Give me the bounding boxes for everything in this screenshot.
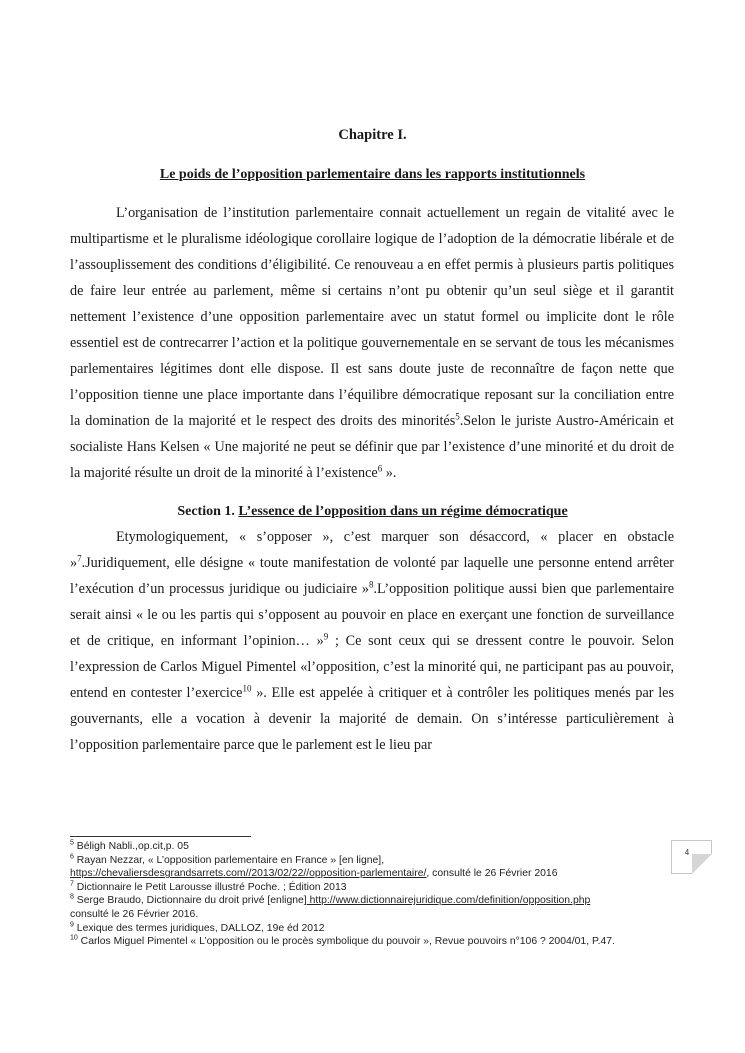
footnote-9 xyxy=(70,922,690,936)
paragraph-text: Etymologiquement, « s’opposer », c’est marquer son désaccord, « placer en obstacle » xyxy=(70,529,674,571)
footnote-link[interactable]: http://www.dictionnairejuridique.com/definition/opposition.php xyxy=(306,895,591,907)
paragraph-text: .L’opposition politique aussi bien que parlementaire serait ainsi « le ou les partis qui s’opposent au pouvoir en place en exerçant une fonction de surveillance et de critique, en informant l’opinion… » xyxy=(70,581,674,649)
page-curl-icon xyxy=(692,854,712,874)
footnote-ref-5[interactable]: 5 xyxy=(455,411,460,422)
footnote-10 xyxy=(70,935,690,949)
footnote-number: 5 xyxy=(70,839,74,847)
footnote-8-cont xyxy=(70,908,690,922)
footnote-number: 6 xyxy=(70,853,74,861)
footnote-number: 7 xyxy=(70,880,74,888)
paragraph-text: ; Ce sont ceux qui se dressent contre le pouvoir. Selon l’expression de Carlos Miguel Pimentel «l’opposition, c’est la minorité qui, ne participant pas au pouvoir, entend en contester l’exercice xyxy=(70,633,674,701)
footnote-text: Lexique des termes juridiques, DALLOZ, 19e éd 2012 xyxy=(73,922,325,934)
paragraph-text: ». xyxy=(382,465,397,481)
footnotes xyxy=(70,840,690,949)
paragraph-text: L’organisation de l’institution parlementaire connait actuellement un regain de vitalité avec le multipartisme et le pluralisme idéologique corollaire logique de l’adoption de la démocratie libérale et de l’assouplissement des conditions d’éligibilité. Ce renouveau a en effet permis à plusieurs partis politiques de faire leur entrée au parlement, même si certains n’ont pu obtenir qu’un seul siège et il garantit nettement l’existence d’une opposition parlementaire avec un statut formel ou implicite dont le rôle essentiel est de contrecarrer l’action et la politique gouvernementale en se servant de tous les mécanismes parlementaires légitimes dont elle dispose. Il est sans doute juste de reconnaître de façon nette que l’opposition tienne une place importante dans l’équilibre démocratique reposant sur la conciliation entre la domination de la majorité et le respect des droits des minorités xyxy=(70,205,674,429)
paragraph-introduction xyxy=(70,200,674,486)
footnote-separator xyxy=(70,836,251,837)
footnote-ref-6[interactable]: 6 xyxy=(377,463,383,474)
footnote-text: , consulté le 26 Février 2016 xyxy=(426,868,558,880)
footnote-text: Dictionnaire le Petit Larousse illustré Poche. ; Édition 2013 xyxy=(73,881,347,893)
footnote-text: Rayan Nezzar, « L’opposition parlementaire en France » [en ligne], xyxy=(73,854,385,866)
footnote-number: 8 xyxy=(70,893,74,901)
footnote-text: Serge Braudo, Dictionnaire du droit privé [enligne] xyxy=(73,895,307,907)
page-number: 4 xyxy=(684,848,690,857)
footnote-ref-8[interactable]: 8 xyxy=(368,579,374,590)
footnote-8 xyxy=(70,894,690,908)
footnote-6 xyxy=(70,854,690,868)
footnote-text: Béligh Nabli.,op.cit,p. 05 xyxy=(73,841,189,852)
footnote-number: 10 xyxy=(70,934,78,942)
footnote-ref-10[interactable]: 10 xyxy=(242,683,252,694)
section-title: L’essence de l’opposition dans un régime démocratique xyxy=(238,504,568,519)
page-number-box xyxy=(671,840,712,874)
section-label: Section 1. xyxy=(177,504,239,519)
paragraph-text: .Selon le juriste Austro-Américain et socialiste Hans Kelsen « Une majorité ne peut se définir que par l’existence d’une minorité et du droit de la majorité résulte un droit de la minorité à l’existence xyxy=(70,413,674,481)
chapter-subtitle: Le poids de l’opposition parlementaire dans les rapports institutionnels xyxy=(159,167,586,182)
footnote-6-cont xyxy=(70,867,690,881)
footnote-link[interactable]: https://chevaliersdesgrandsarrets.com//2013/02/22//opposition-parlementaire/ xyxy=(70,868,427,880)
paragraph-text: .Juridiquement, elle désigne « toute manifestation de volonté par laquelle une personne entend arrêter l’exécution d’un processus juridique ou judiciaire » xyxy=(70,555,674,597)
footnote-ref-7[interactable]: 7 xyxy=(77,553,82,564)
footnote-ref-9[interactable]: 9 xyxy=(323,631,329,642)
footnote-text: Carlos Miguel Pimentel « L’opposition ou le procès symbolique du pouvoir », Revue pouvoirs n°106 ? 2004/01, P.47. xyxy=(77,936,615,948)
footnote-text: consulté le 26 Février 2016. xyxy=(70,908,199,920)
footnote-7 xyxy=(70,881,690,895)
footnote-5 xyxy=(70,840,690,854)
footnote-number: 9 xyxy=(70,921,74,929)
section-heading xyxy=(0,504,745,520)
chapter-title: Chapitre I. xyxy=(338,127,407,143)
paragraph-section-1 xyxy=(70,524,674,758)
paragraph-text: ». Elle est appelée à critiquer et à contrôler les politiques menés par les gouvernants, elle a vocation à devenir la majorité de demain. On s’intéresse particulièrement à l’opposition parlementaire parce que le parlement est le lieu par xyxy=(70,685,674,753)
